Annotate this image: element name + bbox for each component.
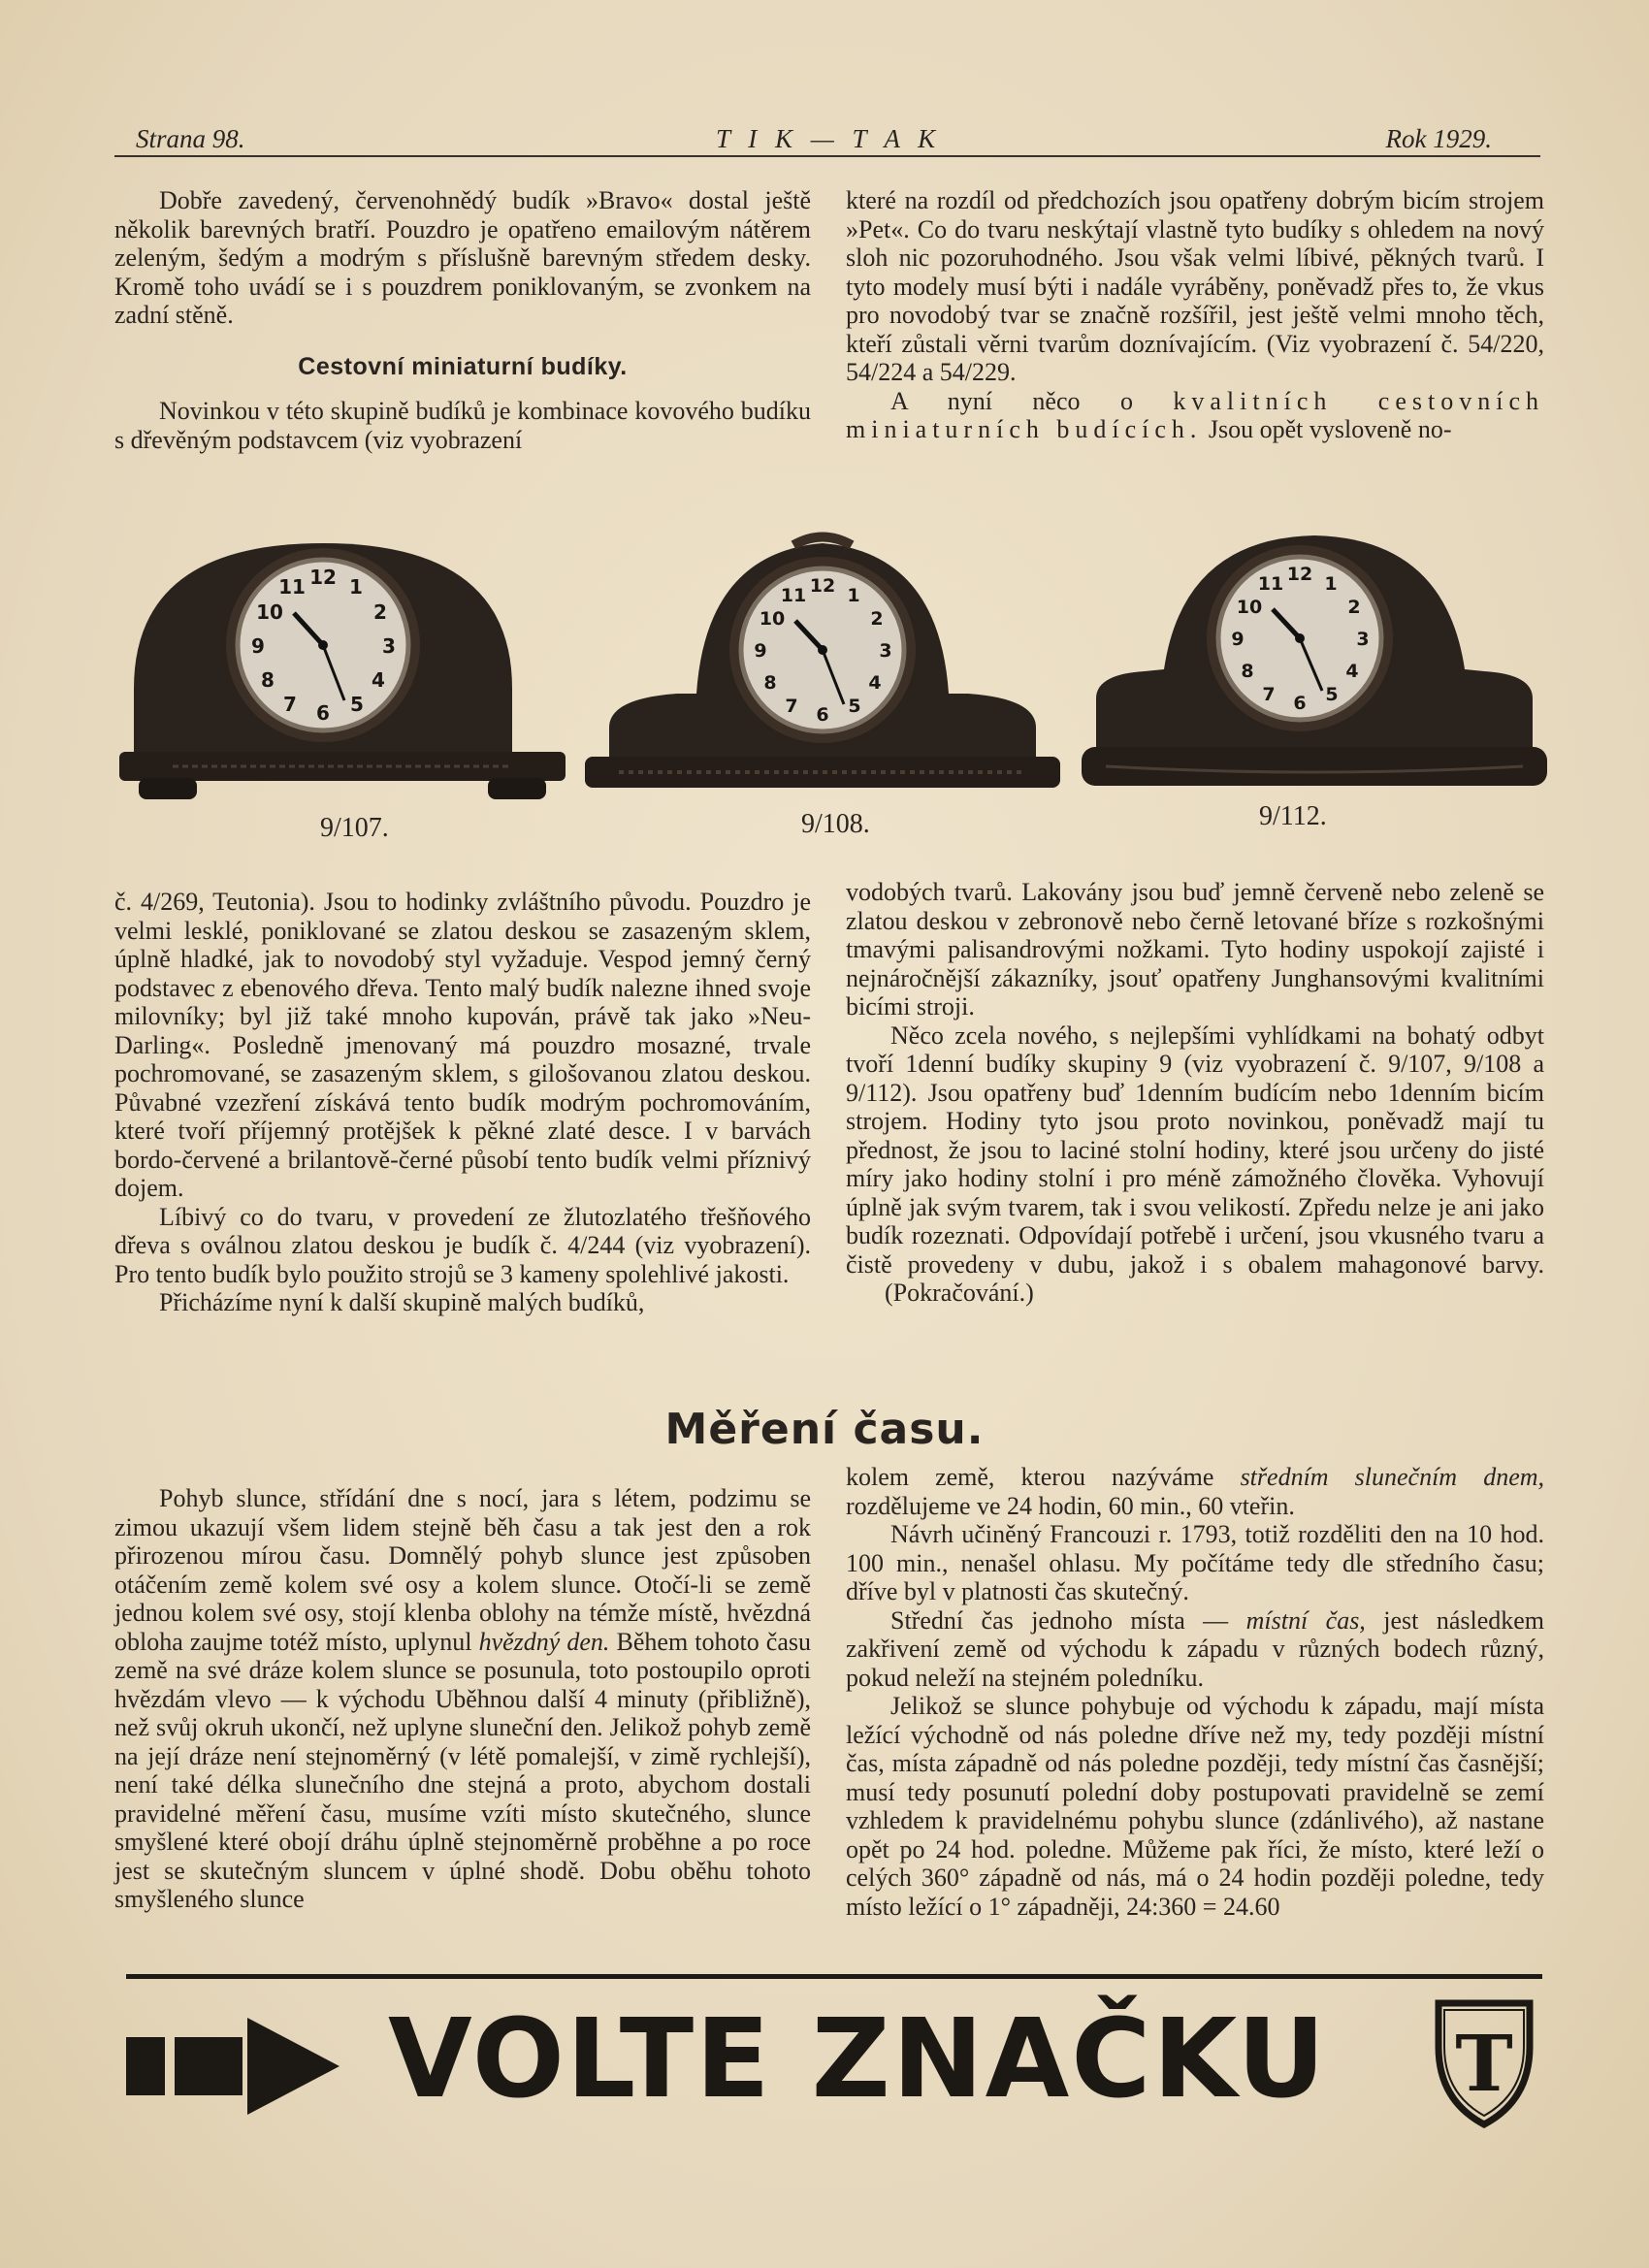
svg-text:7: 7 — [1262, 684, 1276, 705]
clock-image-9-108 — [580, 524, 1065, 805]
svg-text:10: 10 — [256, 600, 283, 624]
paragraph: Jelikož se slunce pohybuje od východu k západu, mají místa ležící východně od nás poledne dříve než my, tedy později místní čas, místa západně od nás poledne později, tedy místní čas časnější; musí tedy posunutí polední doby postupovati pravidelně se zemí vzhledem k pravidelnému pohybu slunce (zdánlivého), až nastane opět po 24 hod. poledne. Můžeme pak říci, že místo, které leží o celých 360° západně od nás, má o 24 hodin později poledne, tedy místo ležící o 1° západněji, 24:360 = 24.60 — [846, 1692, 1544, 1921]
article-title: Měření času. — [664, 1405, 985, 1454]
header-rule — [114, 155, 1540, 157]
paragraph: Dobře zavedený, červenohnědý budík »Bravo« dostal ještě několik barevných bratří. Pouzdro je opatřeno emailovým nátěrem zeleným, šedým a modrým s příslušně barevným středem desky. Kromě toho uvádí se i s pouzdrem poniklovaným, se zvonkem na zadní stěně. — [114, 186, 811, 329]
svg-text:8: 8 — [1241, 661, 1254, 682]
svg-text:8: 8 — [763, 672, 777, 694]
paragraph: vodobých tvarů. Lakovány jsou buď jemně červeně nebo zeleně se zlatou deskou v zebronově nebo černě letované bříze s rozkošnými tmavými palisandrovými nožkami. Tyto hodiny uspokojí zajisté i nejnáročnější zákazníky, jsouť opatřeny Junghansovými kvalitními bicími stroji. — [846, 878, 1544, 1021]
clock-image-9-112 — [1077, 524, 1552, 800]
paragraph — [846, 1021, 1544, 1308]
svg-text:2: 2 — [1347, 597, 1361, 618]
text-run: Pohyb slunce, střídání dne s nocí, jara s létem, podzimu se zimou ukazují všem lidem stejně běh času a tak jest den a rok přirozenou mírou času. Domnělý pohyb slunce jest způsoben otáčením země kolem své osy a kolem slunce. Otočí-li se země jednou kolem své osy, stojí klenba oblohy na témže místě, hvězdná obloha zaujme totéž místo, uplynul — [114, 1484, 811, 1656]
year: Rok 1929. — [1385, 124, 1492, 153]
text-run: Střední čas jednoho místa — — [890, 1605, 1229, 1635]
svg-text:6: 6 — [1293, 693, 1307, 714]
advert-rule — [126, 1974, 1542, 1979]
column-5 — [114, 1484, 811, 1914]
svg-text:1: 1 — [349, 575, 363, 599]
svg-text:11: 11 — [278, 575, 306, 599]
paragraph — [846, 387, 1544, 444]
paragraph — [846, 1606, 1544, 1693]
svg-text:3: 3 — [382, 634, 396, 658]
advert-banner — [126, 1989, 1542, 2134]
svg-text:8: 8 — [261, 668, 275, 692]
italic-term: hvězdný den. — [478, 1627, 610, 1656]
paragraph: které na rozdíl od předchozích jsou opatřeny dobrým bicím strojem »Pet«. Co do tvaru neskýtají vlastně tyto budíky s ohledem na nový sloh nic pozoruhodného. Jsou však velmi líbivé, pěkných tvarů. I tyto modely musí býti i nadále vyráběny, poněvadž přes to, že vkus pro novodobý tvar se značně rozšířil, jest ještě velmi mnoho těch, kteří zůstali věrni tvarům doznívajícím. (Viz vyobrazení č. 54/220, 54/224 a 54/229. — [846, 186, 1544, 386]
svg-text:12: 12 — [309, 566, 337, 589]
svg-text:7: 7 — [283, 693, 297, 716]
paragraph: Novinkou v této skupině budíků je kombinace kovového budíku s dřevěným podstavcem (viz vyobrazení — [114, 397, 811, 454]
paragraph: č. 4/269, Teutonia). Jsou to hodinky zvláštního původu. Pouzdro je velmi lesklé, poniklované se zlatou deskou se zasazeným sklem, úplně hladké, jak to novodobý styl vyžaduje. Vespod jemný černý podstavec z ebenového dřeva. Tento malý budík nalezne ihned svoje milovníky; byl již také mnoho kupován, právě tak jako »Neu-Darling«. Posledně jmenovaný má pouzdro mosazné, trvale pochromované, se zasazeným sklem, s gilošovanou zlatou deskou. Půvabné vzezření získává tento budík modrým pochromováním, které tvoří příjemný protějšek k pěkné zlaté desce. I v barvách bordo-červené a brilantově-černé působí tento budík velmi příznivý dojem. — [114, 888, 811, 1202]
spaced-text: kvalitních cestovních miniaturních budících. — [846, 386, 1544, 443]
svg-text:5: 5 — [848, 696, 861, 717]
svg-text:4: 4 — [1345, 661, 1359, 682]
svg-text:10: 10 — [1236, 597, 1263, 618]
text-run: A nyní něco o — [890, 386, 1133, 415]
svg-text:6: 6 — [816, 704, 829, 726]
column-1 — [114, 186, 811, 454]
text-run: Během tohoto času země na své dráze kolem slunce se posunula, toto postoupilo oproti hvězdám vlevo — k východu Uběhnou další 4 minuty (přibližně), než svůj okruh ukončí, než uplyne sluneční den. Jelikož pohyb země na její dráze není stejnoměrný (v létě pomalejší, v zimě rychlejší), není také délka slunečního dne stejná a proto, abychom dostali pravidelné měření času, musíme vzíti místo skutečného, slunce smyšlené které obojí dráhu úplně stejnoměrně proběhne a po roce jest se skutečným sluncem v úplné shodě. Dobu oběhu tohoto smyšleného slunce — [114, 1627, 812, 1913]
figure-caption: 9/112. — [1259, 801, 1327, 831]
svg-text:5: 5 — [350, 693, 364, 716]
column-3 — [114, 888, 811, 1317]
svg-text:2: 2 — [870, 608, 884, 630]
svg-text:11: 11 — [1257, 573, 1284, 595]
svg-text:3: 3 — [879, 640, 892, 662]
italic-term: středním slunečním dnem, — [1240, 1463, 1545, 1491]
svg-text:12: 12 — [809, 575, 836, 597]
text-run: rozdělujeme ve 24 hodin, 60 min., 60 vteřin. — [846, 1491, 1295, 1520]
column-6 — [846, 1463, 1544, 1921]
arrow-icon — [126, 2018, 340, 2115]
svg-text:2: 2 — [373, 600, 387, 624]
svg-text:6: 6 — [316, 701, 330, 725]
svg-text:12: 12 — [1286, 564, 1313, 585]
svg-text:9: 9 — [251, 634, 265, 658]
paragraph: Líbivý co do tvaru, v provedení ze žlutozlatého třešňového dřeva s oválnou zlatou deskou je budík č. 4/244 (viz vyobrazení). Pro tento budík bylo použito strojů se 3 kameny spolehlivé jakosti. — [114, 1202, 811, 1288]
paragraph — [846, 1463, 1544, 1520]
svg-text:3: 3 — [1356, 629, 1370, 650]
figure-caption: 9/107. — [320, 813, 389, 843]
column-4 — [846, 878, 1544, 1308]
text-run: jest následkem zakřivení země od východu k západu v různých bodech různý, pokud neleží na stejném poledníku. — [846, 1605, 1545, 1692]
continued-note: (Pokračování.) — [885, 1279, 1034, 1307]
svg-text:9: 9 — [1231, 629, 1245, 650]
svg-text:9: 9 — [754, 640, 767, 662]
text-run: Něco zcela nového, s nejlepšími vyhlídkami na bohatý odbyt tvoří 1denní budíky skupiny 9 (viz vyobrazení č. 9/107, 9/108 a 9/112). Jsou opatřeny buď 1denním budícím nebo 1denním bicím strojem. Hodiny tyto jsou proto novinkou, poněvadž mají tu přednost, že jsou to laciné stolní hodiny, které jsou určeny do jisté míry jako hodiny stolní i pro méně zámožného člověka. Vyhovují úplně jak svým tvarem, tak i svou velikostí. Zpředu nelze je ani jako budík rozeznati. Odpovídají potřebě i určení, jsou vkusného tvaru a čistě provedeny v dubu, jakož i s obalem mahagonové barvy. — [846, 1021, 1544, 1279]
svg-text:1: 1 — [1324, 573, 1338, 595]
text-run: Jsou opět vysloveně no- — [1208, 415, 1452, 443]
svg-text:4: 4 — [868, 672, 882, 694]
svg-text:10: 10 — [759, 608, 786, 630]
paragraph: Návrh učiněný Francouzi r. 1793, totiž rozděliti den na 10 hod. 100 min., nenašel ohlasu. My počítáme tedy dle středního času; dříve byl v platnosti čas skutečný. — [846, 1520, 1544, 1605]
svg-text:4: 4 — [372, 668, 385, 692]
figure-caption: 9/108. — [801, 809, 870, 839]
advert-text: VOLTE ZNAČKU — [388, 1996, 1328, 2122]
section-heading: Cestovní miniaturní budíky. — [298, 352, 628, 380]
magazine-title: T I K — T A K — [716, 124, 942, 153]
clock-image-9-107 — [114, 524, 570, 805]
italic-term: místní čas, — [1245, 1605, 1366, 1635]
svg-text:7: 7 — [785, 696, 798, 717]
column-2 — [846, 186, 1544, 444]
brand-logo-icon — [1431, 1989, 1537, 2134]
svg-text:5: 5 — [1325, 684, 1339, 705]
svg-text:T: T — [1455, 2018, 1513, 2109]
text-run: kolem země, kterou nazýváme — [846, 1463, 1214, 1491]
svg-text:1: 1 — [847, 585, 860, 606]
paragraph: Přicházíme nyní k další skupině malých budíků, — [159, 1288, 645, 1316]
paragraph — [114, 1484, 811, 1914]
page-number: Strana 98. — [136, 124, 245, 153]
svg-text:11: 11 — [780, 585, 807, 606]
